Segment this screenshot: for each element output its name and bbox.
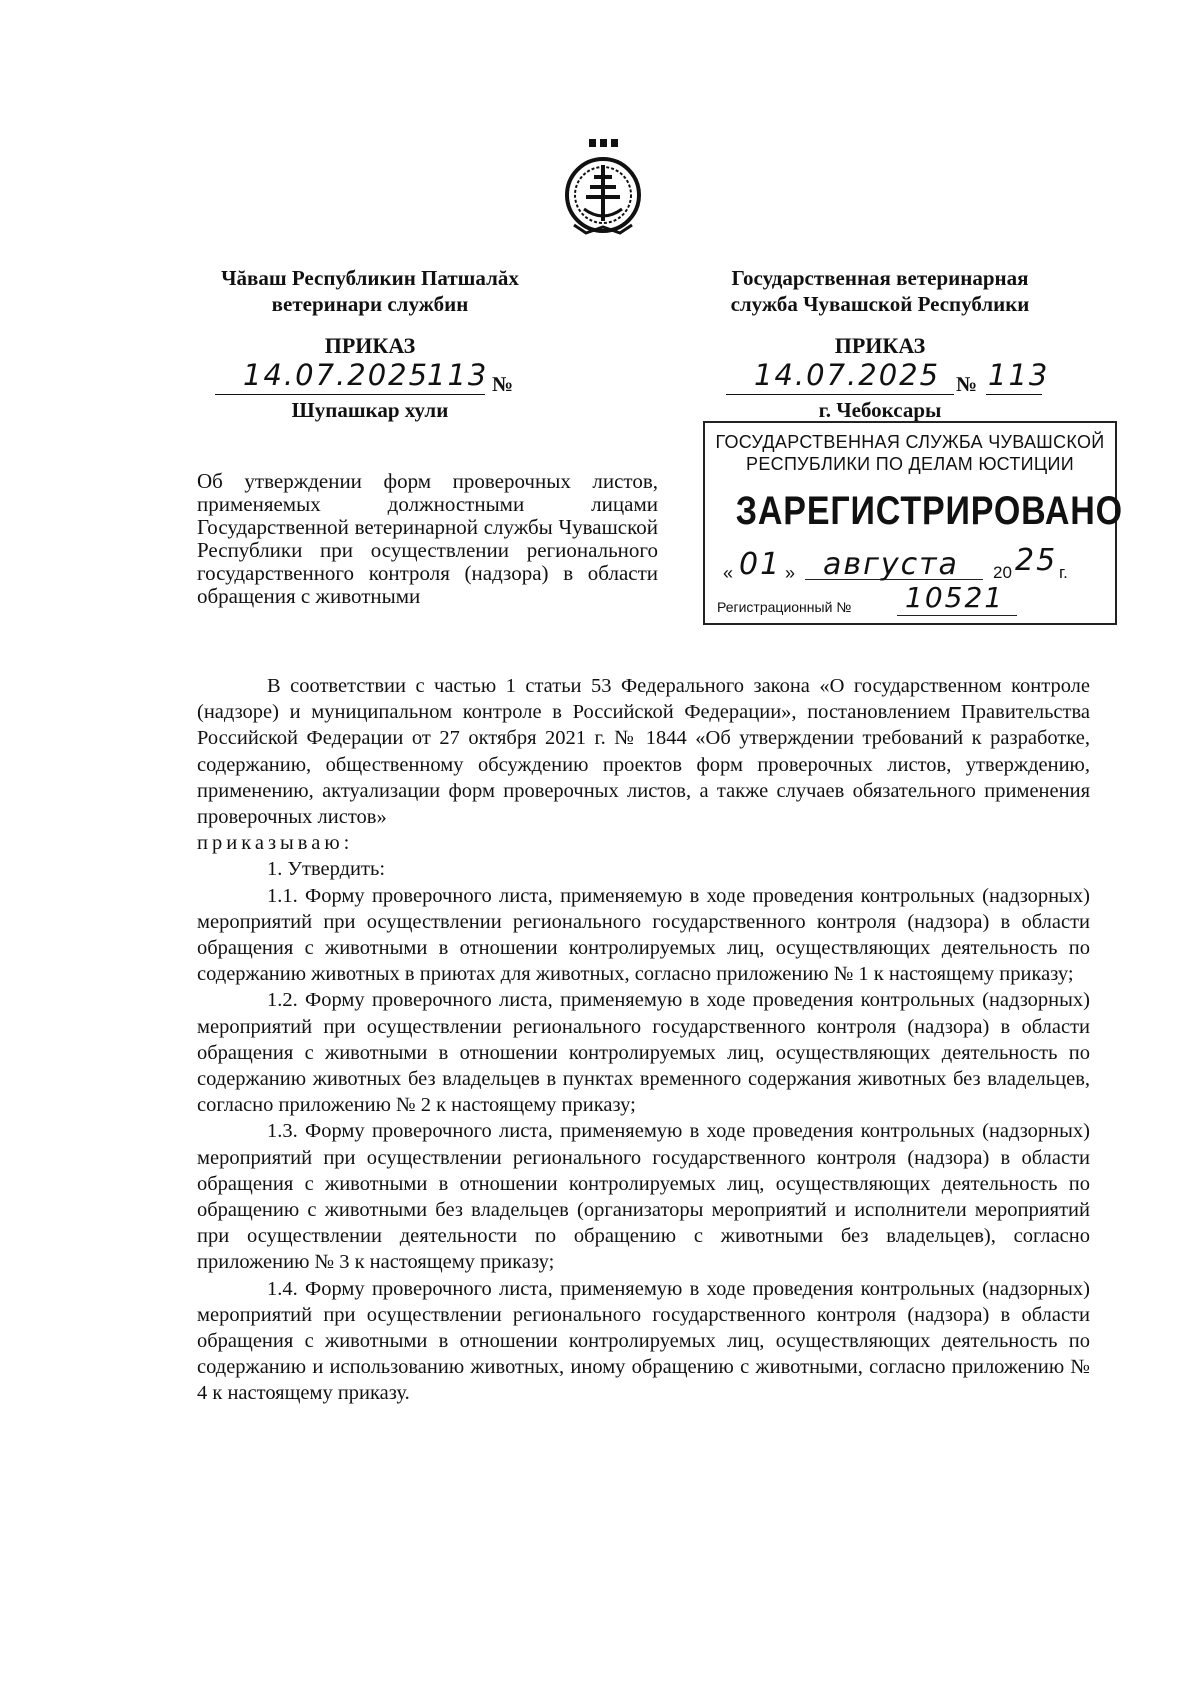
item-1: 1. Утвердить:: [267, 858, 386, 881]
right-number-line: [986, 358, 1050, 395]
left-city: Шупашкар хули: [291, 398, 449, 422]
right-city: г. Чебоксары: [818, 398, 942, 422]
stamp-reg-number: 10521: [905, 581, 1005, 614]
order-body: [197, 673, 1090, 1407]
chuvash-republic-emblem-icon: [556, 137, 650, 239]
stamp-month: августа: [823, 547, 959, 582]
left-date-line: [215, 358, 489, 395]
item-1-3: 1.3. Форму проверочного листа, применяемую в ходе проведения контрольных (надзорных) мероприятий при осуществлении регионального государственного контроля (надзора) в области обращения с животными в отношении контролируемых лиц, осуществляющих деятельность по обращению с животными без владельцев (организаторы мероприятий и исполнители мероприятий при осуществлении деятельности по обращению с животными без владельцев), согласно приложению № 3 к настоящему приказу;: [197, 1120, 1090, 1274]
left-order-date: 14.07.2025: [243, 358, 430, 392]
stamp-org: [705, 431, 1115, 475]
stamp-year-label: г.: [1059, 563, 1068, 582]
left-org-line2: ветеринари службин: [271, 292, 469, 316]
stamp-year-prefix: 20: [993, 563, 1012, 582]
stamp-registered: ЗАРЕГИСТРИРОВАНО: [735, 489, 1123, 533]
order-word: приказываю:: [197, 832, 354, 855]
right-order-date: 14.07.2025: [754, 358, 941, 392]
stamp-reg-line: [897, 615, 1017, 616]
stamp-reg-label: Регистрационный №: [717, 599, 852, 615]
right-order-number: 113: [988, 358, 1050, 392]
item-1-2: 1.2. Форму проверочного листа, применяемую в ходе проведения контрольных (надзорных) мероприятий при осуществлении регионального государственного контроля (надзора) в области обращения с животными в отношении контролируемых лиц, осуществляющих деятельность по содержанию животных без владельцев в пунктах временного содержания животных без владельцев, согласно приложению № 2 к настоящему приказу;: [197, 989, 1090, 1117]
stamp-reg-row: [717, 581, 1107, 619]
left-org-name: [170, 265, 570, 317]
right-org-name: [680, 265, 1080, 317]
preamble-paragraph: В соответствии с частью 1 статьи 53 Федерального закона «О государственном контроле (надзоре) и муниципальном контроле в Российской Федерации», постановлением Правительства Российской Федерации от 27 октября 2021 г. № 1844 «Об утверждении требований к разработке, содержанию, общественному обсуждению проектов форм проверочных листов, утверждению, применению, актуализации форм проверочных листов, а также случаев обязательного применения проверочных листов»: [197, 675, 1090, 829]
stamp-quote-open: «: [723, 563, 734, 583]
stamp-org-line1: ГОСУДАРСТВЕННАЯ СЛУЖБА ЧУВАШСКОЙ: [715, 432, 1105, 452]
stamp-org-line2: РЕСПУБЛИКИ ПО ДЕЛАМ ЮСТИЦИИ: [746, 454, 1074, 474]
stamp-date-row: [723, 543, 1103, 583]
left-org-line1: Чăваш Республикин Патшалăх: [221, 266, 519, 290]
right-number-sign: №: [956, 372, 978, 396]
stamp-year-suffix: 25: [1015, 543, 1058, 578]
stamp-quote-close: »: [785, 563, 796, 583]
right-order-label: ПРИКАЗ: [834, 333, 926, 358]
item-1-1: 1.1. Форму проверочного листа, применяемую в ходе проведения контрольных (надзорных) мероприятий при осуществлении регионального государственного контроля (надзора) в области обращения с животными в отношении контролируемых лиц, осуществляющих деятельность по содержанию животных в приютах для животных, согласно приложению № 1 к настоящему приказу;: [197, 884, 1090, 986]
right-org-line1: Государственная ветеринарная: [731, 266, 1029, 290]
right-org-line2: служба Чувашской Республики: [730, 292, 1030, 316]
left-order-number: 113: [427, 358, 489, 392]
left-order-label: ПРИКАЗ: [324, 333, 416, 358]
document-title: Об утверждении форм проверочных листов, применяемых должностными лицами Государственной ветеринарной службы Чувашской Республики при осуществлении регионального государственного контроля (надзора) в области обращения с животными: [197, 469, 658, 608]
registration-stamp: [703, 421, 1123, 625]
stamp-day: 01: [739, 547, 782, 582]
left-number-sign: №: [492, 372, 514, 396]
right-date-line: [726, 358, 954, 395]
item-1-4: 1.4. Форму проверочного листа, применяемую в ходе проведения контрольных (надзорных) мероприятий при осуществлении регионального государственного контроля (надзора) в области обращения с животными в отношении контролируемых лиц, осуществляющих деятельность по содержанию и использованию животных, иному обращению с животными, согласно приложению № 4 к настоящему приказу.: [197, 1277, 1090, 1405]
